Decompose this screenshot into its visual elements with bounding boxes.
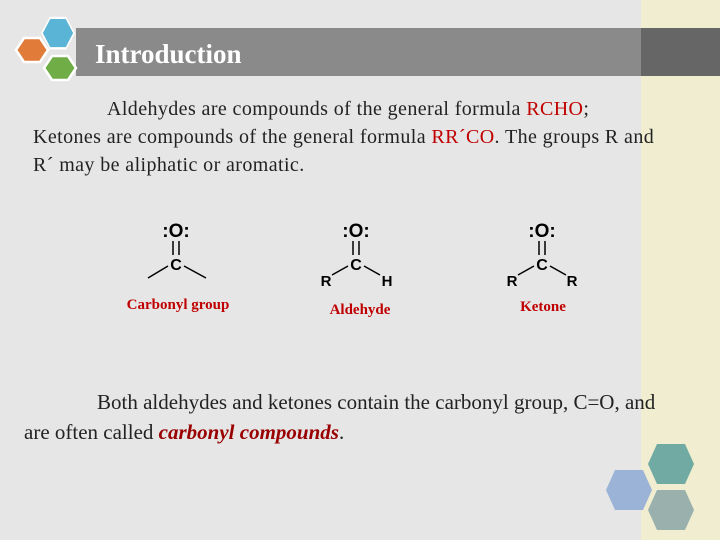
r-group-label: R — [506, 273, 518, 290]
formula-rrco: RR´CO — [431, 126, 495, 148]
r-prime-group-label: R — [566, 273, 578, 290]
carbonyl-paragraph — [24, 387, 664, 447]
aldehyde-structure — [321, 221, 393, 318]
intro-text-1: Aldehydes are compounds of the general formula — [107, 98, 527, 120]
carbonyl-group-structure — [127, 221, 230, 313]
aldehyde-caption: Aldehyde — [329, 302, 391, 318]
carbonyl-text-2: . — [338, 420, 345, 444]
carbonyl-compounds-emphasis: carbonyl compounds — [158, 420, 339, 444]
slide-title: Introduction — [95, 39, 242, 69]
carbon-label: C — [536, 257, 548, 274]
h-atom-label: H — [381, 273, 393, 290]
ketone-structure — [507, 221, 578, 315]
oxygen-label: :O: — [342, 221, 370, 242]
formula-rcho: RCHO — [526, 98, 584, 120]
carbon-label: C — [170, 257, 182, 274]
ketone-caption: Ketone — [520, 299, 566, 315]
carbonyl-text-1: Both aldehydes and ketones contain the carbonyl group, C=O, and are often called — [24, 390, 656, 444]
oxygen-label: :O: — [162, 221, 190, 242]
carbon-label: C — [350, 257, 362, 274]
r-group-label: R — [320, 273, 332, 290]
intro-text-3: . The groups R and R´ may be aliphatic or aromatic. — [33, 126, 655, 176]
hexagon-cluster-decoration — [600, 440, 710, 540]
carbonyl-group-caption: Carbonyl group — [126, 297, 230, 313]
intro-text-2: ; Ketones are compounds of the general formula — [33, 98, 590, 148]
oxygen-label: :O: — [528, 221, 556, 242]
